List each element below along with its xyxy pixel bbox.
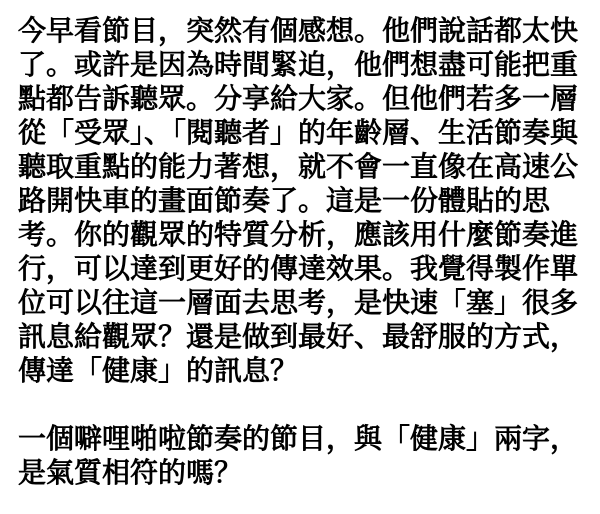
text-post xyxy=(18,14,584,490)
text-line: 一個噼哩啪啦節奏的節目，與「健康」兩字， xyxy=(18,423,579,454)
text-line: 行，可以達到更好的傳達效果。我覺得製作單 xyxy=(18,253,579,284)
text-line: 聽取重點的能力著想，就不會一直像在高速公 xyxy=(18,151,579,182)
text-line: 考。你的觀眾的特質分析，應該用什麼節奏進 xyxy=(18,219,579,250)
text-line: 了。或許是因為時間緊迫，他們想盡可能把重 xyxy=(18,49,579,80)
text-line: 路開快車的畫面節奏了。這是一份體貼的思 xyxy=(18,185,551,216)
text-line: 位可以往這一層面去思考，是快速「塞」很多 xyxy=(18,287,579,318)
text-line: 點都告訴聽眾。分享給大家。但他們若多一層 xyxy=(18,83,579,114)
paragraph-1 xyxy=(18,14,584,388)
text-line: 傳達「健康」的訊息？ xyxy=(18,355,299,386)
text-line: 是氣質相符的嗎？ xyxy=(18,457,243,488)
text-line: 今早看節目，突然有個感想。他們說話都太快 xyxy=(18,15,579,46)
text-line: 從「受眾」、「閱聽者」的年齡層、生活節奏與 xyxy=(18,117,579,148)
paragraph-2 xyxy=(18,422,584,490)
paragraph-spacer xyxy=(18,388,584,422)
text-line: 訊息給觀眾？還是做到最好、最舒服的方式， xyxy=(18,321,579,352)
